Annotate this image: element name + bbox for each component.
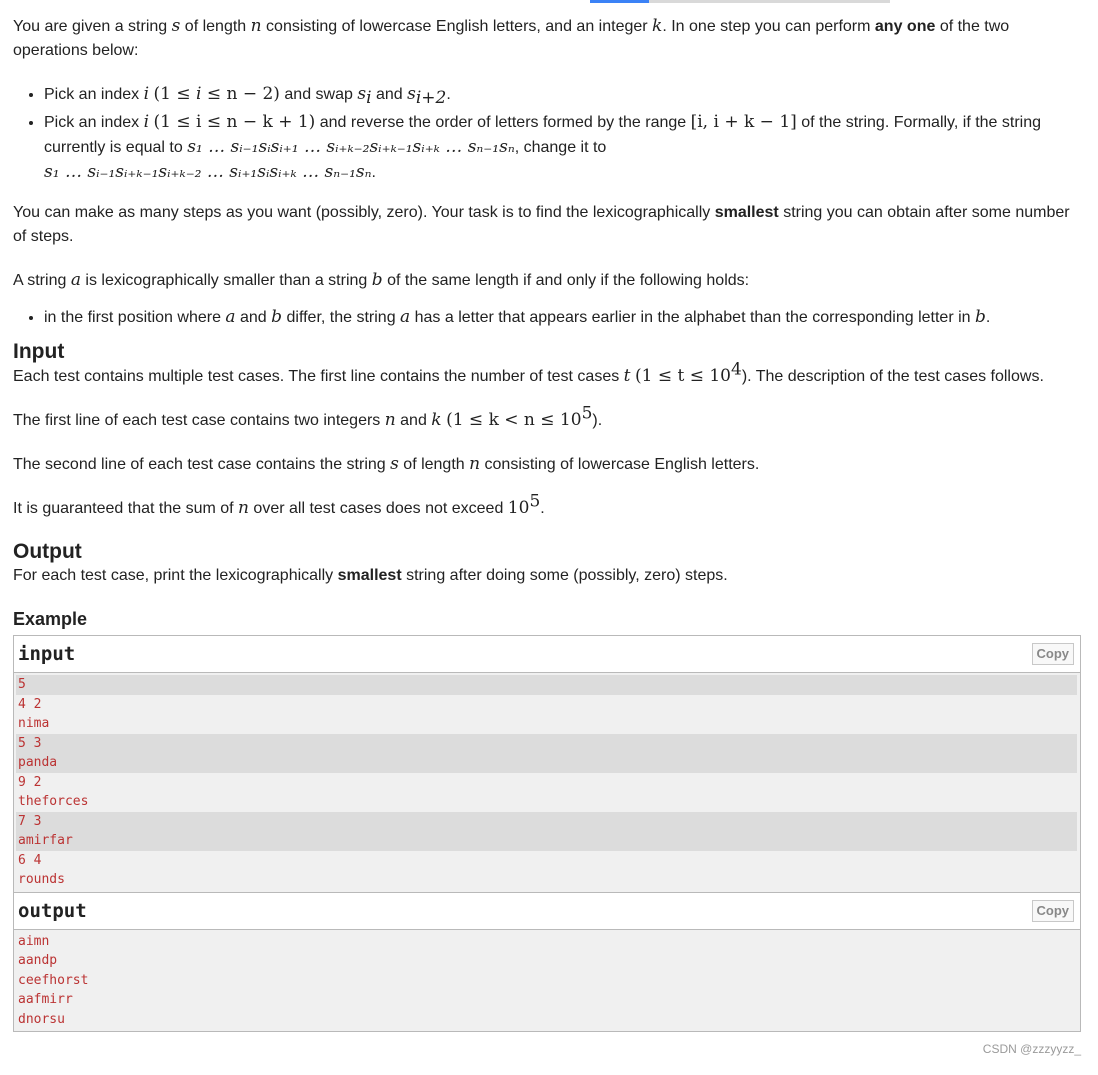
example-output-box bbox=[13, 893, 1081, 1033]
input-spec-nk: The first line of each test case contains two integers n and k $(1 \le k < n \le 10^5)$. bbox=[13, 403, 603, 430]
copy-input-button[interactable]: Copy bbox=[1032, 643, 1075, 665]
input-section-title: Input bbox=[13, 340, 65, 363]
lexicographic-condition-list bbox=[13, 305, 1081, 330]
example-line: panda bbox=[16, 753, 1077, 773]
example-input-header bbox=[14, 636, 1080, 673]
example-line: 7 3 bbox=[16, 812, 1077, 832]
output-spec: For each test case, print the lexicographically smallest string after doing some (possibly, zero) steps. bbox=[13, 567, 728, 584]
statement-intro: You are given a string s of length n consisting of lowercase English letters, and an integer k. In one step you can perform any one of the two operations below: bbox=[13, 16, 1010, 59]
example-input-box bbox=[13, 635, 1081, 893]
input-spec-string: The second line of each test case contains the string s of length n consisting of lowercase English letters. bbox=[13, 454, 760, 474]
input-spec-tests: Each test contains multiple test cases. The first line contains the number of test cases t $(1 \le t \le 10^4)$. The description of the test cases follows. bbox=[13, 359, 1044, 386]
example-line: ceefhorst bbox=[18, 972, 89, 988]
example-line: 5 bbox=[16, 675, 1077, 695]
statement-goal: You can make as many steps as you want (possibly, zero). Your task is to find the lexicographically smallest string you can obtain after some number of steps. bbox=[13, 204, 1070, 245]
example-output-header bbox=[14, 893, 1080, 930]
input-spec-sum: It is guaranteed that the sum of n over all test cases does not exceed $10^5$. bbox=[13, 491, 545, 518]
example-line: nima bbox=[18, 716, 50, 731]
operation-swap: • Pick an index i (1 ≤ i ≤ n − 2) and swap $s_i$ and $s_{i+2}$. bbox=[44, 82, 1081, 107]
lexicographic-definition: A string a is lexicographically smaller than a string b of the same length if and only if the following holds: bbox=[13, 270, 750, 290]
example-line: aimn bbox=[18, 933, 50, 949]
example-line: 5 3 bbox=[16, 734, 1077, 754]
watermark: CSDN @zzzyyzz_ bbox=[982, 1042, 1081, 1056]
active-tab-indicator bbox=[590, 0, 649, 3]
output-section-title: Output bbox=[13, 540, 82, 563]
example-line: aandp bbox=[18, 953, 58, 968]
example-line: 9 2 bbox=[18, 774, 42, 790]
lexicographic-condition: • in the first position where a and b differ, the string a has a letter that appears earlier in the alphabet than the corresponding letter in b. bbox=[44, 305, 1081, 330]
example-input-lines bbox=[14, 673, 1080, 892]
example-output-label: output bbox=[18, 899, 87, 922]
example-line: rounds bbox=[18, 872, 65, 887]
top-tab-strip bbox=[590, 0, 890, 3]
copy-output-button[interactable]: Copy bbox=[1032, 900, 1075, 922]
example-line: 6 4 bbox=[18, 852, 42, 868]
example-line: amirfar bbox=[16, 831, 1077, 851]
example-line: dnorsu bbox=[18, 1011, 65, 1027]
operations-list bbox=[13, 82, 1081, 185]
example-title: Example bbox=[13, 609, 88, 629]
example-line: 4 2 bbox=[18, 696, 42, 712]
operation-reverse: • Pick an index i (1 ≤ i ≤ n − k + 1) and reverse the order of letters formed by the range [i, i + k − 1] of the string. Formally, if the string currently is equal to s₁ … sᵢ₋₁sᵢsᵢ₊₁ … sᵢ₊ₖ₋₂sᵢ₊ₖ₋₁sᵢ₊ₖ … sₙ₋₁sₙ, change it to s₁ … sᵢ₋₁sᵢ₊ₖ₋₁sᵢ₊ₖ₋₂ … sᵢ₊₁sᵢsᵢ₊ₖ … sₙ₋₁sₙ. bbox=[44, 110, 1081, 185]
example-output-lines bbox=[14, 930, 1080, 1032]
problem-statement bbox=[13, 14, 1081, 1032]
example-line: aafmirr bbox=[18, 992, 73, 1007]
example-input-label: input bbox=[18, 643, 76, 665]
example-line: theforces bbox=[18, 794, 89, 809]
